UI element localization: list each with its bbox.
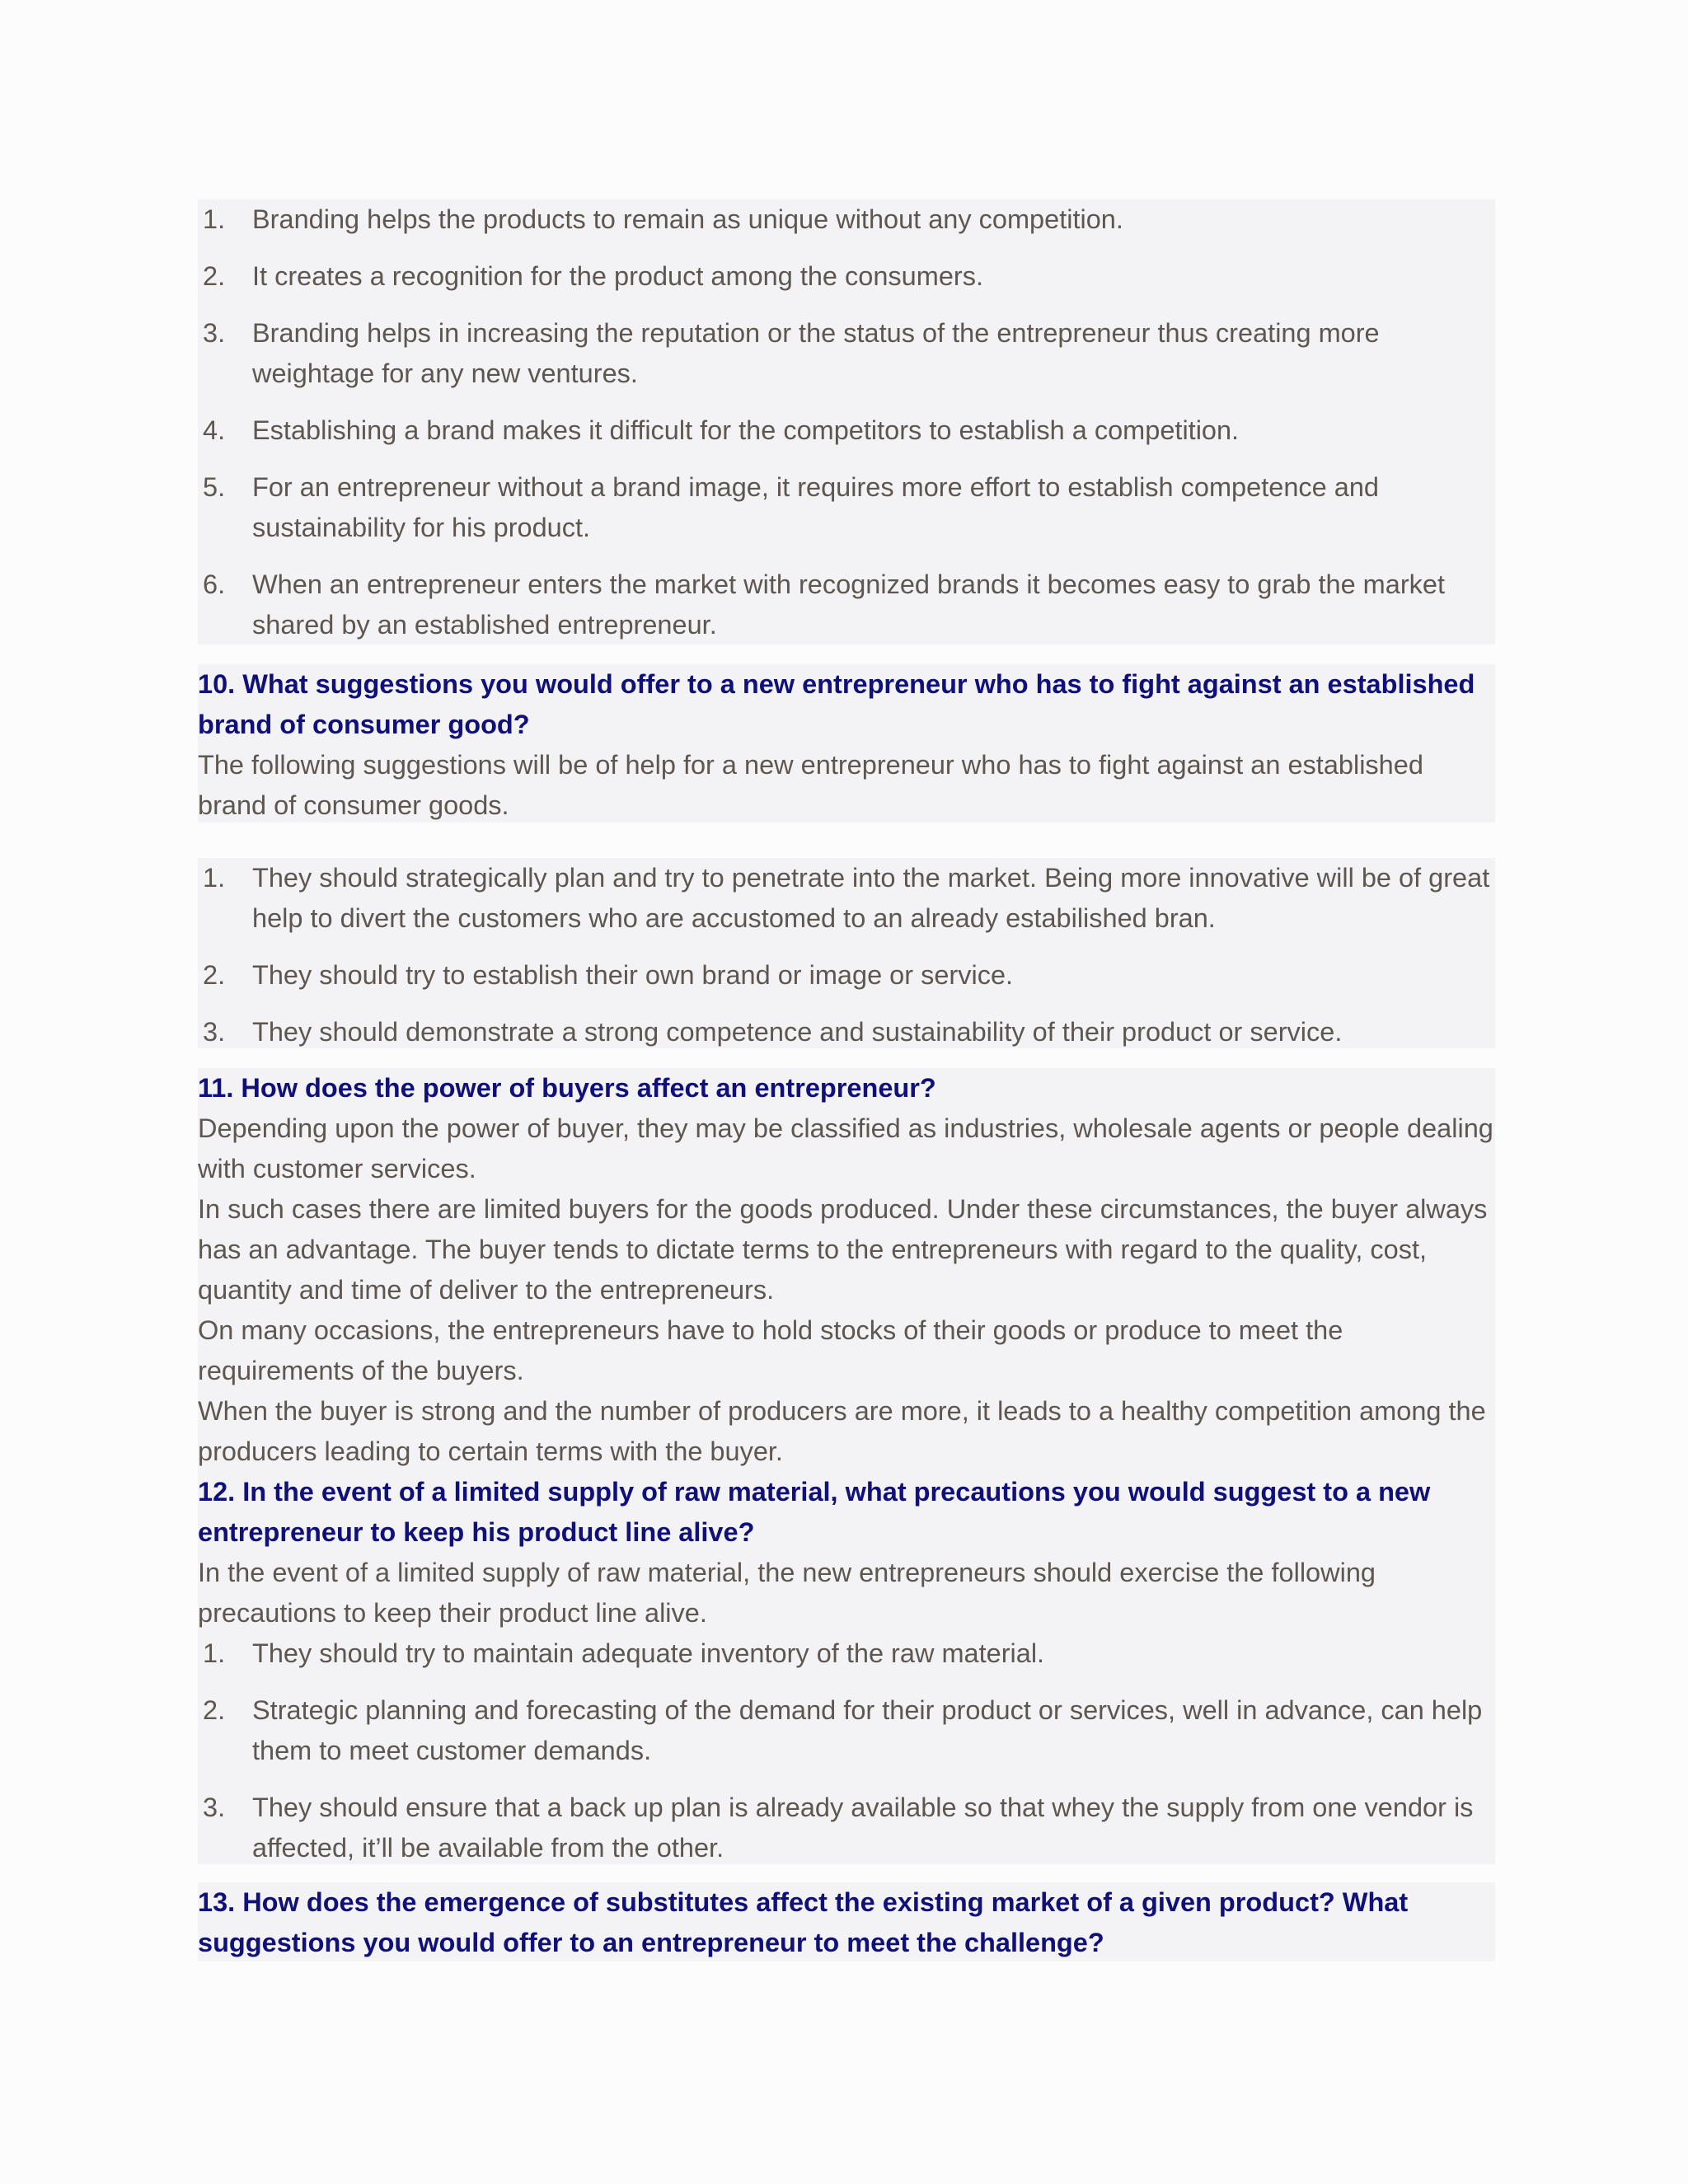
branding-benefits-list	[198, 199, 1495, 645]
list-item-text: When an entrepreneur enters the market with recognized brands it becomes easy to grab the market shared by an established entrepreneur.	[252, 569, 1446, 640]
list-item	[198, 256, 1495, 297]
list-item	[198, 199, 1495, 240]
list-number: 1.	[203, 863, 226, 893]
list-number: 3.	[203, 1793, 226, 1822]
question-12-intro: In the event of a limited supply of raw material, the new entrepreneurs should exercise the following precautions to keep their product line alive.	[198, 1558, 1376, 1628]
list-item	[198, 565, 1495, 645]
list-number: 6.	[203, 569, 226, 599]
list-item-text: Branding helps in increasing the reputation or the status of the entrepreneur thus creating more weightage for any new ventures.	[252, 318, 1380, 388]
question-11-paragraph: On many occasions, the entrepreneurs have to hold stocks of their goods or produce to meet the requirements of the buyers.	[198, 1315, 1343, 1385]
list-number: 1.	[203, 204, 226, 234]
list-number: 3.	[203, 318, 226, 348]
list-item	[198, 955, 1495, 996]
list-item-text: Strategic planning and forecasting of the demand for their product or services, well in advance, can help them to meet customer demands.	[252, 1695, 1483, 1765]
question-12-precautions-list	[198, 1633, 1495, 1868]
list-item-text: They should strategically plan and try to penetrate into the market. Being more innovative will be of great help to divert the customers who are accustomed to an already estabilished bran.	[252, 863, 1490, 933]
question-13-block	[198, 1882, 1495, 1961]
list-item	[198, 313, 1495, 394]
list-item-text: Branding helps the products to remain as unique without any competition.	[252, 204, 1123, 234]
list-item	[198, 1012, 1495, 1052]
list-number: 4.	[203, 415, 226, 445]
list-item-text: It creates a recognition for the product among the consumers.	[252, 261, 984, 291]
list-item-text: They should try to maintain adequate inventory of the raw material.	[252, 1638, 1045, 1668]
list-item	[198, 410, 1495, 451]
list-item	[198, 1690, 1495, 1771]
question-11-12-block	[198, 1068, 1495, 1864]
question-10-intro: The following suggestions will be of help for a new entrepreneur who has to fight against an established brand of consumer goods.	[198, 750, 1423, 820]
list-item	[198, 1788, 1495, 1868]
list-item-text: They should ensure that a back up plan is already available so that whey the supply from one vendor is affected, it’ll be available from the other.	[252, 1793, 1474, 1863]
list-item-text: For an entrepreneur without a brand image, it requires more effort to establish competence and sustainability for his product.	[252, 472, 1379, 542]
list-item-text: Establishing a brand makes it difficult for the competitors to establish a competition.	[252, 415, 1240, 445]
list-item	[198, 1633, 1495, 1674]
question-10-suggestions-block	[198, 858, 1495, 1048]
question-11-heading: 11. How does the power of buyers affect an entrepreneur?	[198, 1073, 936, 1103]
question-11-paragraph: Depending upon the power of buyer, they may be classified as industries, wholesale agents or people dealing with customer services.	[198, 1113, 1493, 1183]
list-number: 2.	[203, 261, 226, 291]
list-item-text: They should try to establish their own brand or image or service.	[252, 960, 1014, 990]
list-number: 5.	[203, 472, 226, 502]
question-10-suggestions-list	[198, 858, 1495, 1052]
list-item	[198, 467, 1495, 548]
question-10-block	[198, 664, 1495, 823]
question-11-paragraph: In such cases there are limited buyers for the goods produced. Under these circumstances, the buyer always has an advantage. The buyer tends to dictate terms to the entrepreneurs with regard to the quality, cost, quantity and time of deliver to the entrepreneurs.	[198, 1194, 1488, 1305]
list-number: 3.	[203, 1017, 226, 1047]
list-number: 2.	[203, 960, 226, 990]
question-10-heading: 10. What suggestions you would offer to a new entrepreneur who has to fight against an established brand of consumer good?	[198, 669, 1475, 739]
list-number: 1.	[203, 1638, 226, 1668]
question-13-heading: 13. How does the emergence of substitutes affect the existing market of a given product? What suggestions you would offer to an entrepreneur to meet the challenge?	[198, 1887, 1409, 1957]
list-item	[198, 858, 1495, 939]
question-11-paragraph: When the buyer is strong and the number of producers are more, it leads to a healthy competition among the producers leading to certain terms with the buyer.	[198, 1396, 1486, 1466]
list-number: 2.	[203, 1695, 226, 1725]
list-item-text: They should demonstrate a strong competence and sustainability of their product or service.	[252, 1017, 1343, 1047]
branding-benefits-block	[198, 199, 1495, 644]
question-12-heading: 12. In the event of a limited supply of raw material, what precautions you would suggest to a new entrepreneur to keep his product line alive?	[198, 1477, 1431, 1547]
